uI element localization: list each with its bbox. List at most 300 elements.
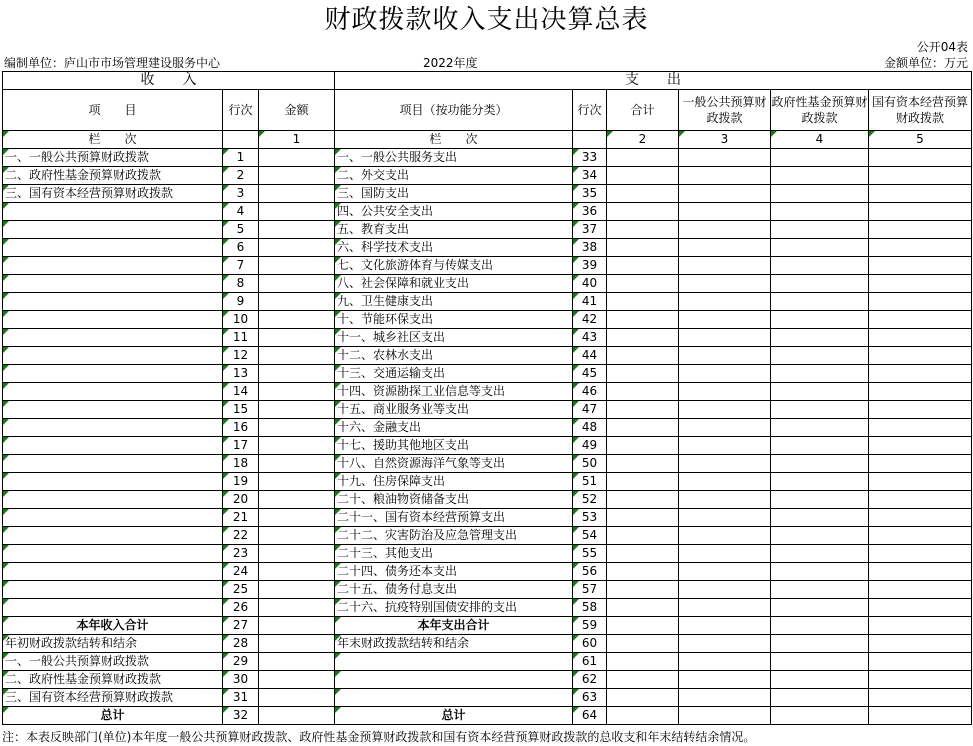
table-row	[3, 149, 972, 167]
gov-fund-cell	[771, 185, 869, 203]
gov-fund-cell	[771, 455, 869, 473]
general-budget-cell	[679, 671, 771, 689]
gov-fund-cell	[771, 293, 869, 311]
general-budget-cell	[679, 401, 771, 419]
income-amount-cell	[259, 185, 335, 203]
income-row-no-cell: 13	[223, 365, 259, 383]
income-row-no-cell: 12	[223, 347, 259, 365]
income-amount-cell	[259, 275, 335, 293]
general-budget-cell	[679, 689, 771, 707]
income-item-cell	[3, 581, 223, 599]
expense-row-no-cell: 35	[573, 185, 607, 203]
expense-item-cell: 十六、金融支出	[335, 419, 573, 437]
row-no-header: 行次	[223, 90, 259, 131]
income-amount-cell	[259, 671, 335, 689]
gov-fund-cell	[771, 329, 869, 347]
state-capital-cell	[869, 275, 972, 293]
expense-item-cell: 四、公共安全支出	[335, 203, 573, 221]
expense-total-cell	[607, 401, 679, 419]
expense-row-no-cell: 33	[573, 149, 607, 167]
general-budget-cell	[679, 635, 771, 653]
unit-label: 编制单位：庐山市市场管理建设服务中心	[4, 56, 221, 70]
table-row	[3, 617, 972, 635]
general-budget-header: 一般公共预算财政拨款	[679, 90, 771, 131]
income-amount-cell	[259, 509, 335, 527]
income-row-no-cell: 22	[223, 527, 259, 545]
expense-total-cell	[607, 635, 679, 653]
table-row	[3, 707, 972, 725]
expense-total-cell	[607, 563, 679, 581]
income-amount-cell	[259, 581, 335, 599]
income-amount-cell	[259, 419, 335, 437]
income-row-no-cell: 14	[223, 383, 259, 401]
income-amount-cell	[259, 563, 335, 581]
gov-fund-cell	[771, 581, 869, 599]
expense-item-cell: 九、卫生健康支出	[335, 293, 573, 311]
table-row	[3, 167, 972, 185]
income-amount-cell	[259, 167, 335, 185]
expense-row-no-cell: 56	[573, 563, 607, 581]
state-capital-cell	[869, 671, 972, 689]
general-budget-cell	[679, 419, 771, 437]
table-row	[3, 257, 972, 275]
amount-header: 金额	[259, 90, 335, 131]
gov-fund-cell	[771, 275, 869, 293]
table-row	[3, 581, 972, 599]
table-row	[3, 509, 972, 527]
table-row	[3, 347, 972, 365]
state-capital-cell	[869, 473, 972, 491]
income-item-cell	[3, 545, 223, 563]
expense-total-cell	[607, 383, 679, 401]
expense-total-cell	[607, 545, 679, 563]
income-row-no-cell: 1	[223, 149, 259, 167]
col-index-3: 3	[679, 131, 771, 149]
income-item-cell: 本年收入合计	[3, 617, 223, 635]
state-capital-cell	[869, 401, 972, 419]
expense-row-no-cell: 53	[573, 509, 607, 527]
accounts-table	[2, 71, 972, 725]
gov-fund-cell	[771, 617, 869, 635]
gov-fund-cell	[771, 239, 869, 257]
col-index-2: 2	[607, 131, 679, 149]
gov-fund-cell	[771, 707, 869, 725]
income-amount-cell	[259, 437, 335, 455]
income-row-no-cell: 18	[223, 455, 259, 473]
expense-item-cell: 本年支出合计	[335, 617, 573, 635]
item-header: 项 目	[3, 90, 223, 131]
table-row	[3, 599, 972, 617]
expense-row-no-cell: 34	[573, 167, 607, 185]
gov-fund-cell	[771, 419, 869, 437]
expense-item-cell: 八、社会保障和就业支出	[335, 275, 573, 293]
income-amount-cell	[259, 221, 335, 239]
state-capital-cell	[869, 293, 972, 311]
gov-fund-cell	[771, 635, 869, 653]
general-budget-cell	[679, 491, 771, 509]
income-row-no-cell: 29	[223, 653, 259, 671]
income-amount-cell	[259, 401, 335, 419]
expense-total-cell	[607, 257, 679, 275]
gov-fund-cell	[771, 527, 869, 545]
income-item-cell: 二、政府性基金预算财政拨款	[3, 671, 223, 689]
state-capital-cell	[869, 311, 972, 329]
expense-row-no-cell: 61	[573, 653, 607, 671]
gov-fund-cell	[771, 383, 869, 401]
income-row-no-cell: 20	[223, 491, 259, 509]
state-capital-cell	[869, 185, 972, 203]
income-item-cell	[3, 491, 223, 509]
income-item-cell	[3, 347, 223, 365]
income-amount-cell	[259, 383, 335, 401]
expense-item-cell: 二十、粮油物资储备支出	[335, 491, 573, 509]
income-item-cell	[3, 473, 223, 491]
income-item-cell	[3, 275, 223, 293]
general-budget-cell	[679, 167, 771, 185]
general-budget-cell	[679, 329, 771, 347]
income-row-no-cell: 3	[223, 185, 259, 203]
expense-item-cell: 二十五、债务付息支出	[335, 581, 573, 599]
gov-fund-cell	[771, 257, 869, 275]
income-row-no-cell: 24	[223, 563, 259, 581]
income-item-cell	[3, 257, 223, 275]
gov-fund-cell	[771, 401, 869, 419]
table-row	[3, 203, 972, 221]
expense-total-cell	[607, 275, 679, 293]
income-item-cell	[3, 563, 223, 581]
expense-item-cell	[335, 689, 573, 707]
state-capital-cell	[869, 347, 972, 365]
expense-row-no-cell: 44	[573, 347, 607, 365]
expense-item-cell: 一、一般公共服务支出	[335, 149, 573, 167]
state-capital-cell	[869, 527, 972, 545]
expense-item-cell: 十三、交通运输支出	[335, 365, 573, 383]
expense-item-cell: 十、节能环保支出	[335, 311, 573, 329]
expense-row-no-cell: 60	[573, 635, 607, 653]
expense-item-cell	[335, 671, 573, 689]
expense-item-cell: 十二、农林水支出	[335, 347, 573, 365]
income-row-no-cell: 10	[223, 311, 259, 329]
func-item-header: 项目（按功能分类）	[335, 90, 573, 131]
state-capital-cell	[869, 455, 972, 473]
income-item-cell	[3, 401, 223, 419]
income-amount-cell	[259, 491, 335, 509]
expense-row-no-cell: 62	[573, 671, 607, 689]
state-capital-cell	[869, 329, 972, 347]
state-capital-cell	[869, 563, 972, 581]
table-row	[3, 473, 972, 491]
expense-total-cell	[607, 311, 679, 329]
table-row	[3, 383, 972, 401]
column-header-row	[3, 90, 972, 131]
row-no2-header: 行次	[573, 90, 607, 131]
income-item-cell	[3, 455, 223, 473]
col-index-1: 1	[259, 131, 335, 149]
income-section-header: 收 入	[3, 72, 335, 90]
income-item-cell	[3, 509, 223, 527]
footnote: 注：本表反映部门(单位)本年度一般公共预算财政拨款、政府性基金预算财政拨款和国有资本经营预算财政拨款的总收支和年末结转结余情况。	[2, 730, 756, 744]
general-budget-cell	[679, 599, 771, 617]
expense-total-cell	[607, 491, 679, 509]
expense-total-cell	[607, 239, 679, 257]
general-budget-cell	[679, 653, 771, 671]
state-capital-cell	[869, 203, 972, 221]
page-title: 财政拨款收入支出决算总表	[324, 5, 649, 35]
gov-fund-cell	[771, 167, 869, 185]
table-row	[3, 275, 972, 293]
col-index-5: 5	[869, 131, 972, 149]
income-item-cell	[3, 311, 223, 329]
income-item-cell	[3, 329, 223, 347]
gov-fund-cell	[771, 347, 869, 365]
state-capital-cell	[869, 437, 972, 455]
column-index-row	[3, 131, 972, 149]
state-capital-cell	[869, 689, 972, 707]
expense-item-cell: 二十四、债务还本支出	[335, 563, 573, 581]
expense-total-cell	[607, 473, 679, 491]
expense-item-cell: 十七、援助其他地区支出	[335, 437, 573, 455]
income-item-cell: 一、一般公共预算财政拨款	[3, 149, 223, 167]
gov-fund-cell	[771, 491, 869, 509]
gov-fund-cell	[771, 545, 869, 563]
expense-item-cell: 十九、住房保障支出	[335, 473, 573, 491]
state-capital-cell	[869, 383, 972, 401]
state-capital-cell	[869, 239, 972, 257]
table-row	[3, 221, 972, 239]
general-budget-cell	[679, 347, 771, 365]
general-budget-cell	[679, 203, 771, 221]
expense-row-no-cell: 59	[573, 617, 607, 635]
general-budget-cell	[679, 365, 771, 383]
expense-total-cell	[607, 617, 679, 635]
table-row	[3, 527, 972, 545]
income-item-cell	[3, 527, 223, 545]
table-row	[3, 635, 972, 653]
expense-item-cell: 七、文化旅游体育与传媒支出	[335, 257, 573, 275]
expense-total-cell	[607, 167, 679, 185]
general-budget-cell	[679, 437, 771, 455]
expense-row-no-cell: 54	[573, 527, 607, 545]
table-row	[3, 239, 972, 257]
expense-row-no-cell: 63	[573, 689, 607, 707]
income-item-cell: 二、政府性基金预算财政拨款	[3, 167, 223, 185]
gov-fund-header: 政府性基金预算财政拨款	[771, 90, 869, 131]
col-index-4: 4	[771, 131, 869, 149]
gov-fund-cell	[771, 563, 869, 581]
expense-item-cell	[335, 653, 573, 671]
expense-item-cell: 十五、商业服务业等支出	[335, 401, 573, 419]
income-amount-cell	[259, 347, 335, 365]
expense-row-no-cell: 38	[573, 239, 607, 257]
expense-row-no-cell: 51	[573, 473, 607, 491]
state-capital-cell	[869, 635, 972, 653]
general-budget-cell	[679, 527, 771, 545]
income-amount-cell	[259, 545, 335, 563]
col-index-blank	[223, 131, 259, 149]
gov-fund-cell	[771, 599, 869, 617]
section-header-row	[3, 72, 972, 90]
expense-item-cell: 二、外交支出	[335, 167, 573, 185]
income-item-cell	[3, 239, 223, 257]
income-row-no-cell: 2	[223, 167, 259, 185]
gov-fund-cell	[771, 653, 869, 671]
income-row-no-cell: 9	[223, 293, 259, 311]
general-budget-cell	[679, 563, 771, 581]
income-amount-cell	[259, 707, 335, 725]
state-capital-cell	[869, 707, 972, 725]
income-row-no-cell: 21	[223, 509, 259, 527]
expense-row-no-cell: 57	[573, 581, 607, 599]
income-item-cell	[3, 383, 223, 401]
table-row	[3, 185, 972, 203]
income-item-cell	[3, 599, 223, 617]
income-amount-cell	[259, 365, 335, 383]
general-budget-cell	[679, 293, 771, 311]
income-row-no-cell: 11	[223, 329, 259, 347]
income-amount-cell	[259, 599, 335, 617]
expense-row-no-cell: 37	[573, 221, 607, 239]
income-item-cell: 一、一般公共预算财政拨款	[3, 653, 223, 671]
state-capital-cell	[869, 257, 972, 275]
expense-total-cell	[607, 437, 679, 455]
expense-row-no-cell: 48	[573, 419, 607, 437]
general-budget-cell	[679, 473, 771, 491]
expense-item-cell: 六、科学技术支出	[335, 239, 573, 257]
table-row	[3, 437, 972, 455]
income-row-no-cell: 17	[223, 437, 259, 455]
general-budget-cell	[679, 257, 771, 275]
gov-fund-cell	[771, 221, 869, 239]
state-capital-cell	[869, 653, 972, 671]
expense-total-cell	[607, 527, 679, 545]
table-row	[3, 293, 972, 311]
expense-total-cell	[607, 509, 679, 527]
gov-fund-cell	[771, 473, 869, 491]
expense-total-cell	[607, 185, 679, 203]
expense-total-cell	[607, 671, 679, 689]
gov-fund-cell	[771, 689, 869, 707]
general-budget-cell	[679, 221, 771, 239]
expense-total-cell	[607, 653, 679, 671]
income-amount-cell	[259, 329, 335, 347]
income-row-no-cell: 16	[223, 419, 259, 437]
expense-section-header: 支 出	[335, 72, 972, 90]
table-row	[3, 401, 972, 419]
report-year: 2022年度	[423, 56, 478, 70]
income-row-no-cell: 23	[223, 545, 259, 563]
income-item-cell	[3, 419, 223, 437]
general-budget-cell	[679, 581, 771, 599]
expense-total-cell	[607, 203, 679, 221]
total-header: 合计	[607, 90, 679, 131]
income-row-no-cell: 4	[223, 203, 259, 221]
expense-row-no-cell: 55	[573, 545, 607, 563]
expense-item-cell: 二十三、其他支出	[335, 545, 573, 563]
income-amount-cell	[259, 455, 335, 473]
expense-item-cell: 三、国防支出	[335, 185, 573, 203]
income-item-cell	[3, 293, 223, 311]
expense-row-no-cell: 45	[573, 365, 607, 383]
table-row	[3, 563, 972, 581]
expense-row-no-cell: 52	[573, 491, 607, 509]
expense-total-cell	[607, 581, 679, 599]
expense-row-no-cell: 40	[573, 275, 607, 293]
expense-row-no-cell: 43	[573, 329, 607, 347]
expense-total-cell	[607, 347, 679, 365]
income-amount-cell	[259, 635, 335, 653]
income-amount-cell	[259, 149, 335, 167]
income-row-no-cell: 8	[223, 275, 259, 293]
gov-fund-cell	[771, 671, 869, 689]
expense-item-cell: 五、教育支出	[335, 221, 573, 239]
expense-total-cell	[607, 365, 679, 383]
table-row	[3, 311, 972, 329]
expense-row-no-cell: 36	[573, 203, 607, 221]
state-capital-cell	[869, 545, 972, 563]
general-budget-cell	[679, 545, 771, 563]
expense-total-cell	[607, 707, 679, 725]
income-amount-cell	[259, 239, 335, 257]
general-budget-cell	[679, 185, 771, 203]
income-item-cell	[3, 203, 223, 221]
expense-total-cell	[607, 149, 679, 167]
state-capital-cell	[869, 599, 972, 617]
income-amount-cell	[259, 311, 335, 329]
table-row	[3, 491, 972, 509]
general-budget-cell	[679, 617, 771, 635]
income-row-no-cell: 7	[223, 257, 259, 275]
state-capital-cell	[869, 419, 972, 437]
income-row-no-cell: 32	[223, 707, 259, 725]
expense-row-no-cell: 39	[573, 257, 607, 275]
col-index-blank-2	[573, 131, 607, 149]
gov-fund-cell	[771, 149, 869, 167]
table-row	[3, 653, 972, 671]
gov-fund-cell	[771, 365, 869, 383]
state-capital-cell	[869, 509, 972, 527]
gov-fund-cell	[771, 203, 869, 221]
table-row	[3, 329, 972, 347]
amount-unit: 金额单位：万元	[883, 56, 968, 70]
income-item-cell: 三、国有资本经营预算财政拨款	[3, 185, 223, 203]
income-amount-cell	[259, 203, 335, 221]
expense-item-cell: 二十一、国有资本经营预算支出	[335, 509, 573, 527]
expense-item-cell: 十八、自然资源海洋气象等支出	[335, 455, 573, 473]
expense-total-cell	[607, 689, 679, 707]
table-row	[3, 545, 972, 563]
col-label-cell-2: 栏 次	[335, 131, 573, 149]
expense-item-cell: 二十二、灾害防治及应急管理支出	[335, 527, 573, 545]
table-row	[3, 689, 972, 707]
income-item-cell: 年初财政拨款结转和结余	[3, 635, 223, 653]
gov-fund-cell	[771, 311, 869, 329]
state-capital-header: 国有资本经营预算财政拨款	[869, 90, 972, 131]
income-amount-cell	[259, 689, 335, 707]
form-code: 公开04表	[916, 40, 968, 54]
expense-row-no-cell: 41	[573, 293, 607, 311]
expense-total-cell	[607, 455, 679, 473]
general-budget-cell	[679, 383, 771, 401]
expense-item-cell: 年末财政拨款结转和结余	[335, 635, 573, 653]
state-capital-cell	[869, 617, 972, 635]
expense-total-cell	[607, 599, 679, 617]
income-amount-cell	[259, 473, 335, 491]
table-row	[3, 365, 972, 383]
expense-item-cell: 十一、城乡社区支出	[335, 329, 573, 347]
table-row	[3, 419, 972, 437]
general-budget-cell	[679, 707, 771, 725]
state-capital-cell	[869, 167, 972, 185]
